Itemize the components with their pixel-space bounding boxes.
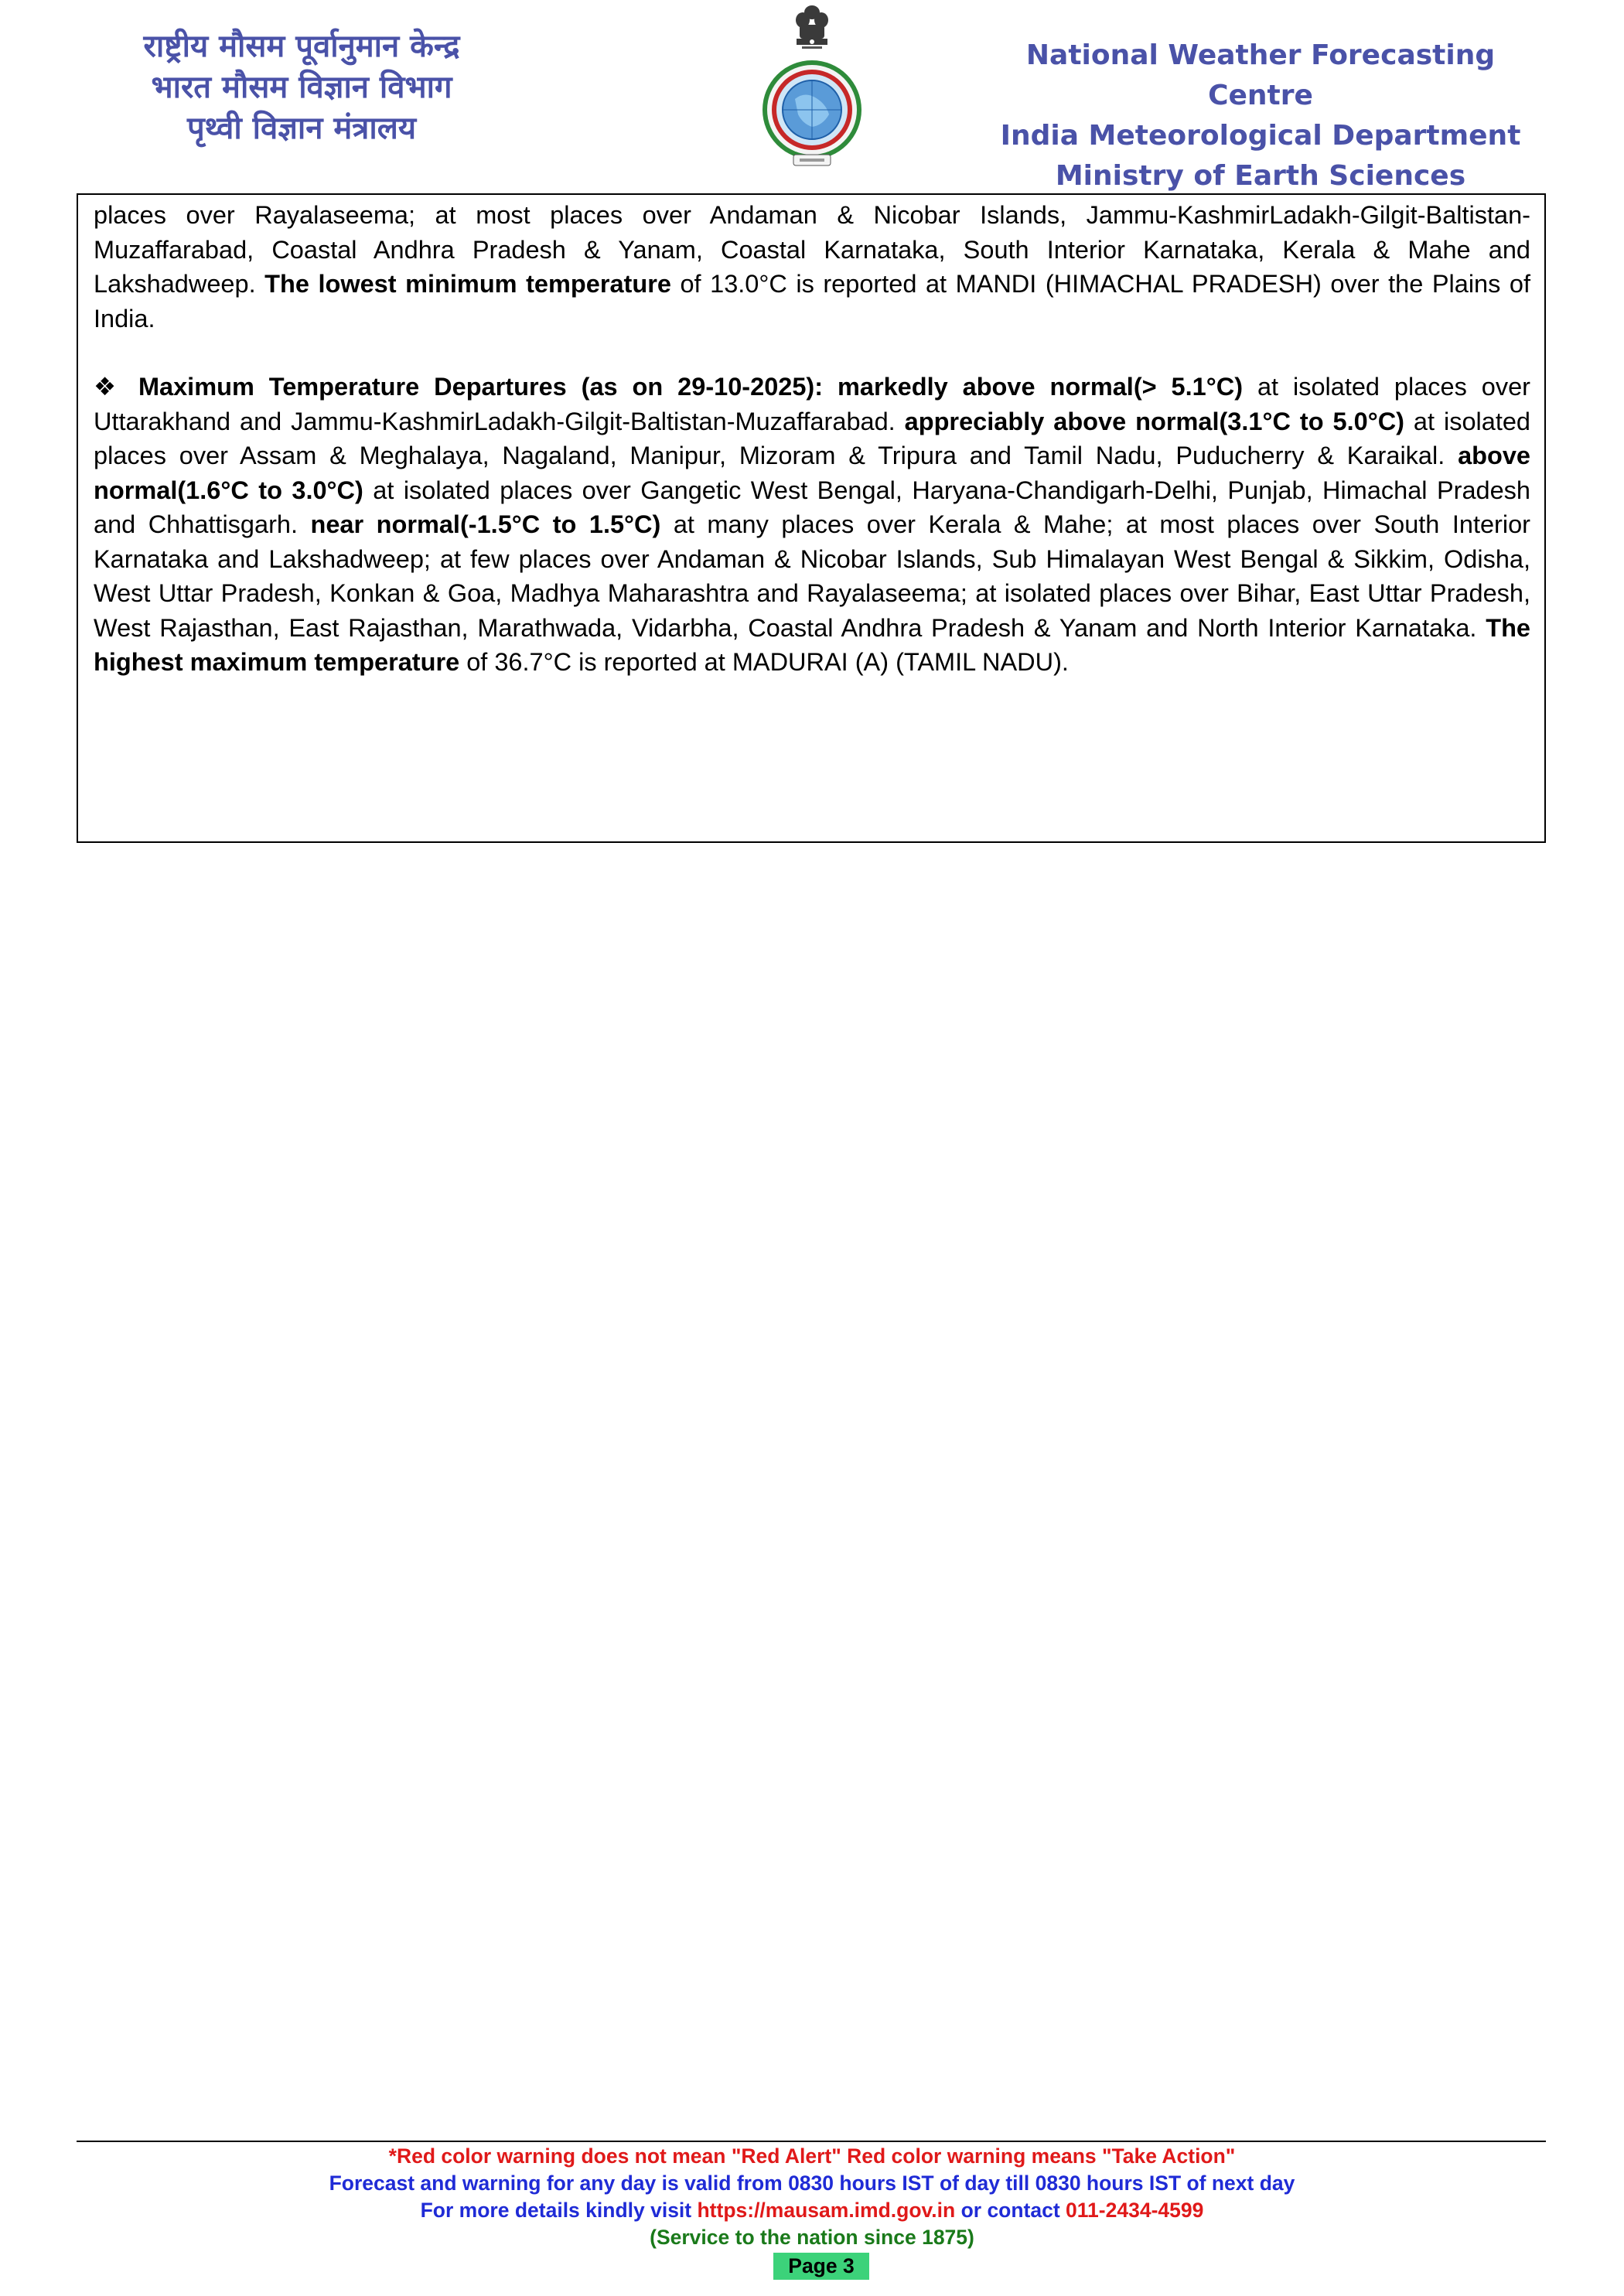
- highest-max-temp-heading: The highest maximum temperature: [94, 613, 1530, 676]
- hindi-title-block: [101, 26, 503, 149]
- diamond-bullet-icon: ❖: [94, 373, 125, 401]
- appreciably-above-normal-label: appreciably above normal(3.1°C to 5.0°C): [904, 407, 1404, 435]
- hindi-title-line-2: भारत मौसम विज्ञान विभाग: [151, 70, 452, 105]
- max-temp-departures-heading: Maximum Temperature Departures (as on 29-10-2025): markedly above normal(> 5.1°C): [138, 373, 1244, 401]
- contact-phone: 011-2434-4599: [1066, 2199, 1204, 2222]
- english-title-block: [998, 36, 1523, 196]
- forecast-validity-note: Forecast and warning for any day is valid from 0830 hours IST of day till 0830 hours IST of next day: [329, 2171, 1295, 2195]
- max-temp-departures-paragraph: ❖ Maximum Temperature Departures (as on 29-10-2025): markedly above normal(> 5.1°C) at isolated places over Uttarakhand and Jammu-KashmirLadakh-Gilgit-Baltistan-Muzaffarabad. appreciably above normal(3.1°C to 5.0°C) at isolated places over Assam & Meghalaya, Nagaland, Manipur, Mizoram & Tripura and Tamil Nadu, Puducherry & Karaikal. above normal(1.6°C to 3.0°C) at isolated places over Gangetic West Bengal, Haryana-Chandigarh-Delhi, Punjab, Himachal Pradesh and Chhattisgarh. near normal(-1.5°C to 1.5°C) at many places over Kerala & Mahe; at most places over South Interior Karnataka and Lakshadweep; at few places over Andaman & Nicobar Islands, Sub Himalayan West Bengal & Sikkim, Odisha, West Uttar Pradesh, Konkan & Goa, Madhya Maharashtra and Rayalaseema; at isolated places over Bihar, East Uttar Pradesh, West Rajasthan, East Rajasthan, Marathwada, Vidarbha, Coastal Andhra Pradesh & Yanam and North Interior Karnataka. The highest maximum temperature of 36.7°C is reported at MADURAI (A) (TAMIL NADU).: [94, 373, 1531, 676]
- website-link[interactable]: https://mausam.imd.gov.in: [697, 2199, 956, 2222]
- above-normal-label: above normal(1.6°C to 3.0°C): [94, 442, 1530, 504]
- page-number-badge: Page 3: [773, 2253, 869, 2280]
- min-temp-continuation-paragraph: places over Rayalaseema; at most places over Andaman & Nicobar Islands, Jammu-KashmirLadakh-Gilgit-Baltistan-Muzaffarabad, Coastal Andhra Pradesh & Yanam, Coastal Karnataka, South Interior Karnataka, Kerala & Mahe and Lakshadweep. The lowest minimum temperature of 13.0°C is reported at MANDI (HIMACHAL PRADESH) over the Plains of India.: [94, 201, 1530, 333]
- english-title-line-2: India Meteorological Department: [1000, 120, 1521, 152]
- hindi-title-line-1: राष्ट्रीय मौसम पूर्वानुमान केन्द्र: [143, 29, 460, 64]
- lowest-min-temp-heading: The lowest minimum temperature: [264, 270, 671, 298]
- red-warning-note: *Red color warning does not mean "Red Alert" Red color warning means "Take Action": [388, 2144, 1236, 2168]
- service-since-note: (Service to the nation since 1875): [650, 2226, 974, 2249]
- near-normal-label: near normal(-1.5°C to 1.5°C): [310, 510, 661, 538]
- bulletin-content-box: [77, 193, 1546, 843]
- english-title-line-3: Ministry of Earth Sciences: [1055, 160, 1466, 192]
- page-header: [0, 0, 1624, 192]
- english-title-line-1: National Weather Forecasting Centre: [1025, 39, 1496, 111]
- hindi-title-line-3: पृथ्वी विज्ञान मंत्रालय: [186, 111, 417, 146]
- imd-emblem-icon: [758, 0, 866, 186]
- contact-details-line: For more details kindly visit https://mausam.imd.gov.in or contact 011-2434-4599: [420, 2199, 1204, 2222]
